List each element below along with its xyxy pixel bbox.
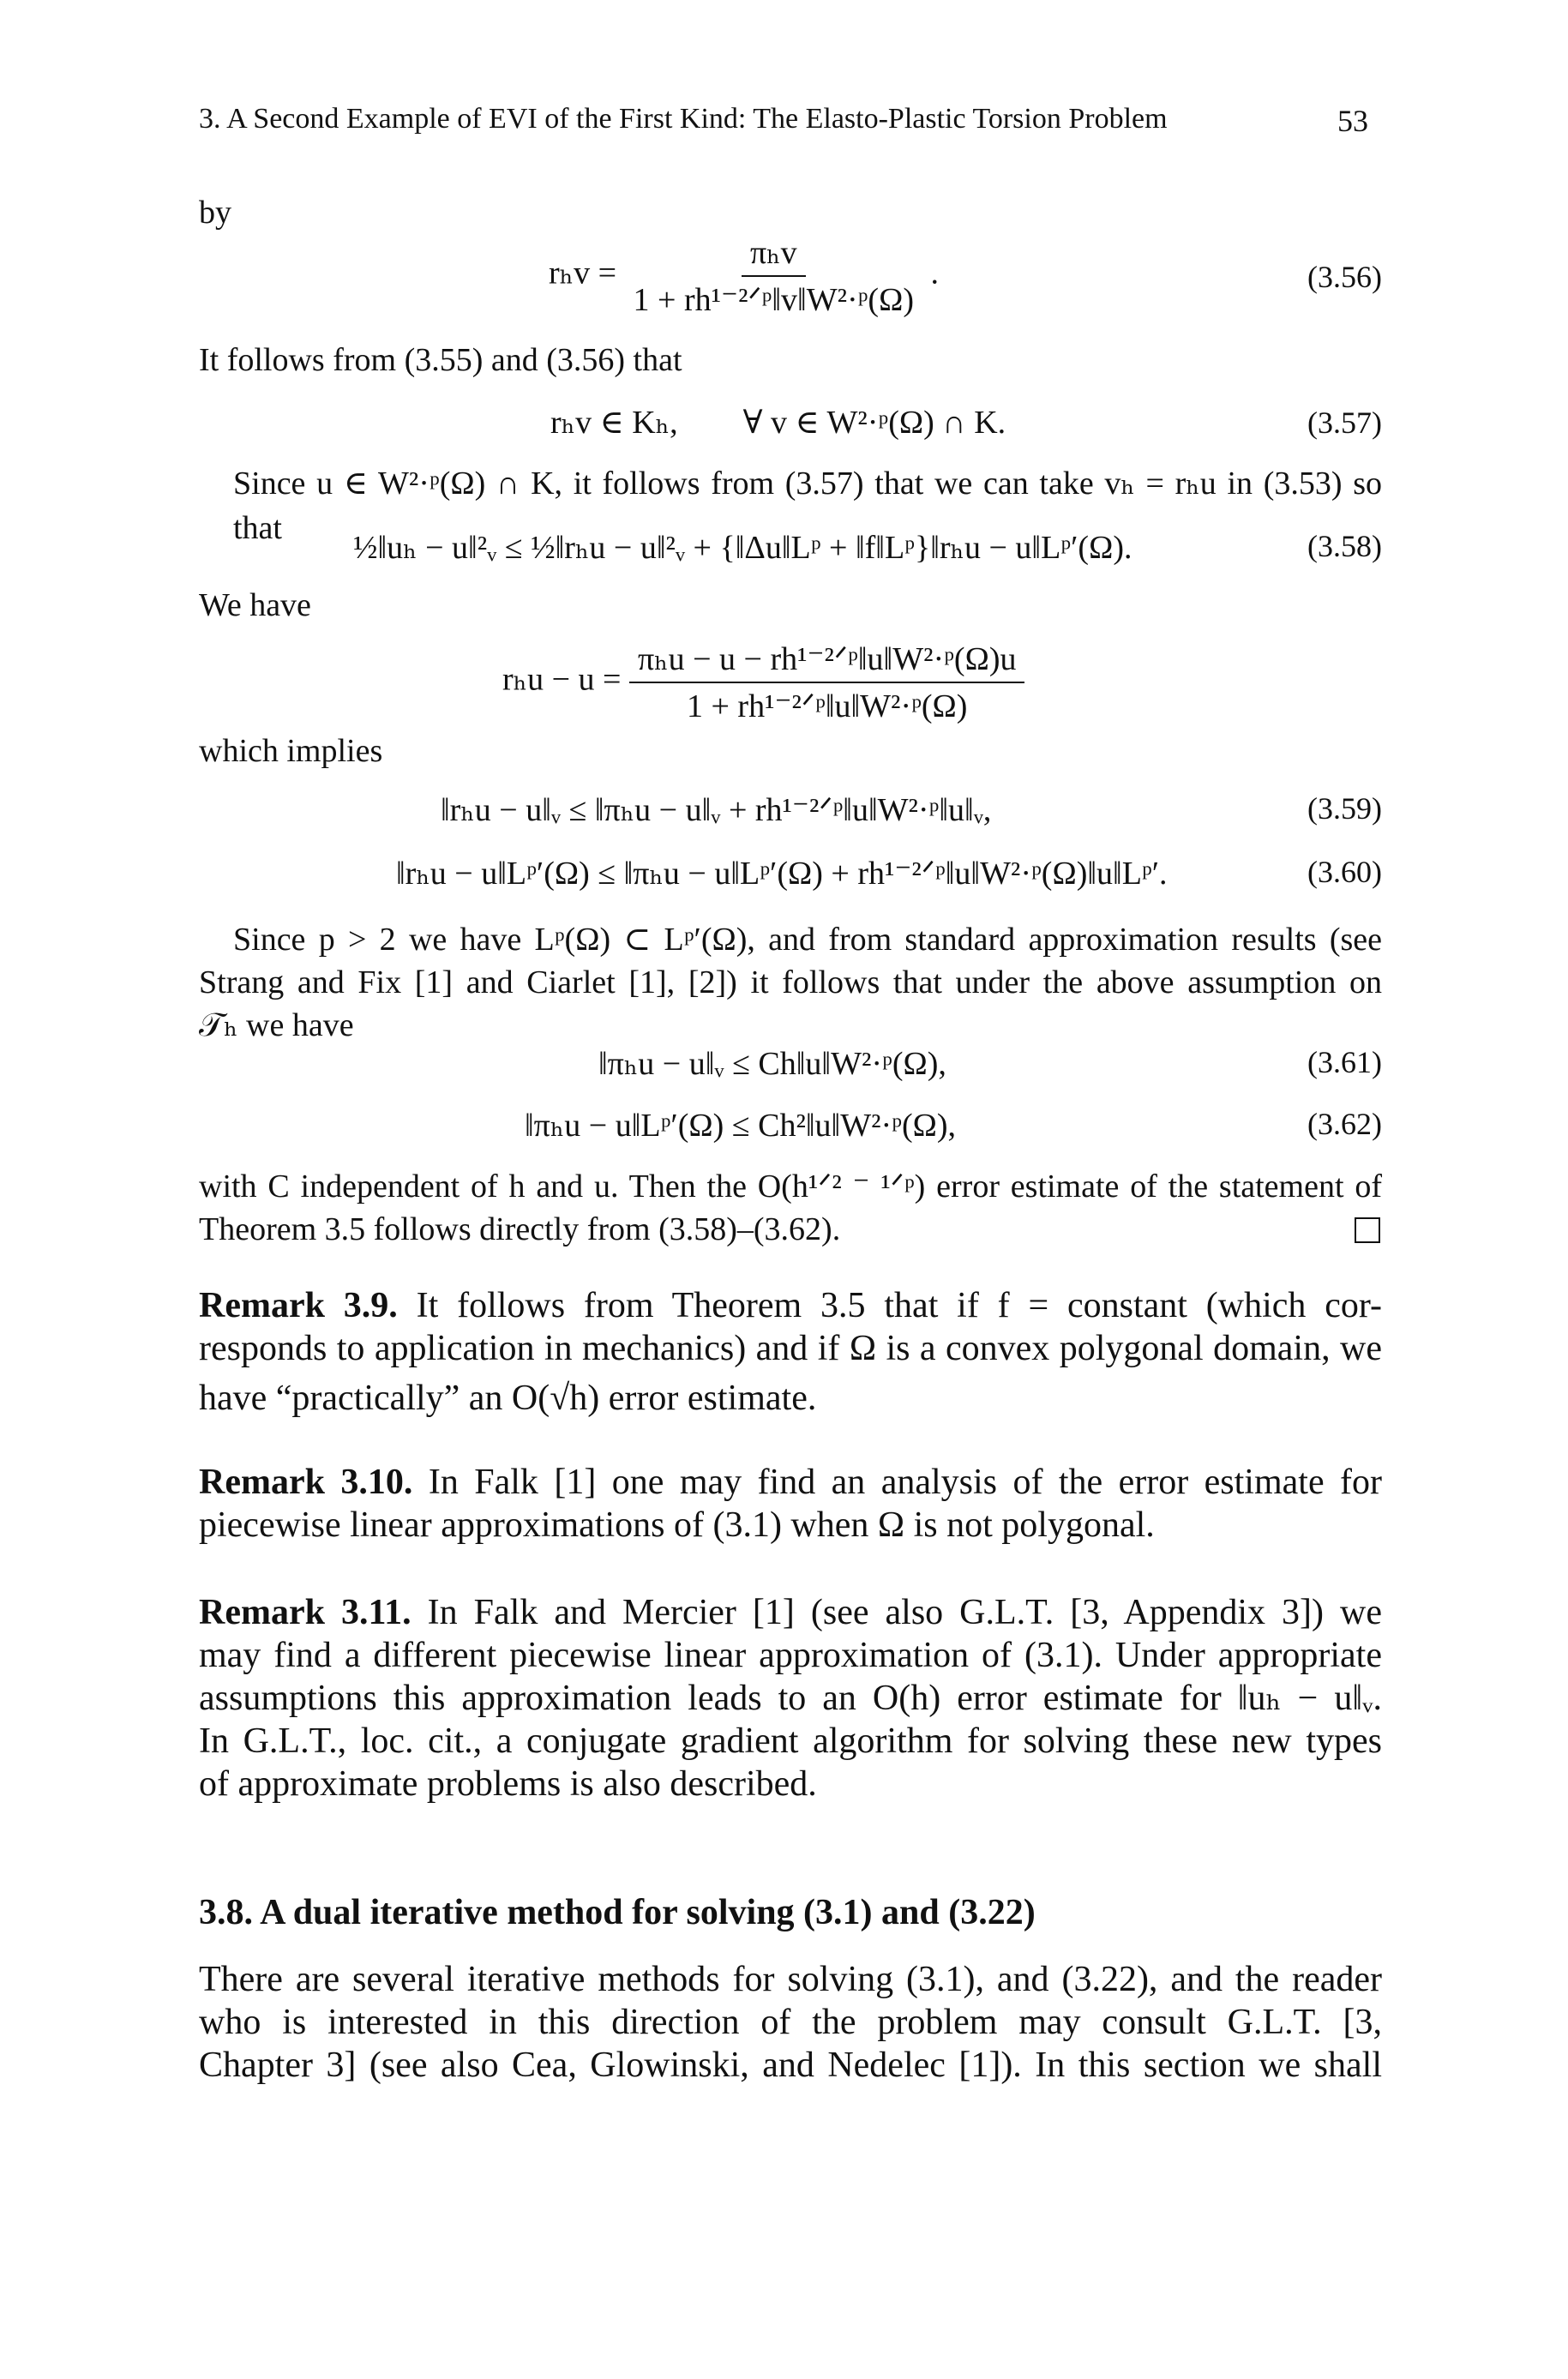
remark-3-9-text-1: It follows from Theorem 3.5 that if f = constant (which cor- — [416, 1286, 1383, 1325]
equation-3-60: ‖rₕu − u‖Lᵖ′(Ω) ≤ ‖πₕu − u‖Lᵖ′(Ω) + rh¹⁻²ᐟᵖ‖u‖W²·ᵖ(Ω)‖u‖Lᵖ′. — [396, 856, 1168, 892]
remark-3-10-text-1: In Falk [1] one may find an analysis of the error estimate for — [428, 1463, 1382, 1502]
eq-label-3-58: (3.58) — [1307, 529, 1382, 563]
remark-3-11-line-1 — [199, 1591, 1382, 1634]
para-p2-line-2: Strang and Fix [1] and Ciarlet [1], [2]) it follows that under the above assumption on — [199, 964, 1382, 1000]
eq-ru-denominator: 1 + rh¹⁻²ᐟᵖ‖u‖W²·ᵖ(Ω) — [687, 688, 968, 724]
text-since-line: Since u ∈ W²·ᵖ(Ω) ∩ K, it follows from (3.57) that we can take vₕ = rₕu in (3.53) so that — [233, 466, 1382, 546]
remark-3-10-line-2: piecewise linear approximations of (3.1) when Ω is not polygonal. — [199, 1505, 1155, 1545]
qed-box — [1355, 1217, 1380, 1247]
page-number: 53 — [1337, 104, 1368, 138]
para-p2-line-3: 𝒯ₕ we have — [199, 1007, 354, 1043]
remark-3-9-line-1 — [199, 1284, 1382, 1327]
remark-3-11-line-5: of approximate problems is also described. — [199, 1764, 817, 1804]
running-title: 3. A Second Example of EVI of the First Kind: The Elasto-Plastic Torsion Problem — [199, 103, 1168, 135]
section-line-3: Chapter 3] (see also Cea, Glowinski, and Nedelec [1]). In this section we shall — [199, 2046, 1382, 2085]
with-c-line-2: Theorem 3.5 follows directly from (3.58)–(3.62). — [199, 1211, 841, 1247]
section-heading: 3.8. A dual iterative method for solving (3.1) and (3.22) — [199, 1893, 1036, 1932]
equation-3-59: ‖rₕu − u‖ᵥ ≤ ‖πₕu − u‖ᵥ + rh¹⁻²ᐟᵖ‖u‖W²·ᵖ‖u‖ᵥ, — [441, 792, 992, 828]
text-by: by — [199, 195, 231, 231]
text-which-implies: which implies — [199, 733, 383, 769]
remark-3-11-title: Remark 3.11. — [199, 1593, 412, 1632]
remark-3-10-title: Remark 3.10. — [199, 1463, 413, 1502]
eq356-lhs: rₕv = — [549, 255, 617, 291]
eq-ru-lhs: rₕu − u = — [502, 661, 622, 698]
remark-3-9-title: Remark 3.9. — [199, 1286, 398, 1325]
remark-3-11-line-4: In G.L.T., loc. cit., a conjugate gradient algorithm for solving these new types — [199, 1721, 1382, 1761]
remark-3-11-line-3: assumptions this approximation leads to an O(h) error estimate for ‖uₕ − u‖ᵥ. — [199, 1679, 1382, 1718]
para-p2-line-1: Since p > 2 we have Lᵖ(Ω) ⊂ Lᵖ′(Ω), and from standard approximation results (see — [233, 922, 1382, 958]
eq-label-3-57: (3.57) — [1307, 406, 1382, 440]
equation-3-62: ‖πₕu − u‖Lᵖ′(Ω) ≤ Ch²‖u‖W²·ᵖ(Ω), — [525, 1108, 956, 1144]
text-follows-1: It follows from (3.55) and (3.56) that — [199, 342, 682, 378]
equation-ru — [502, 640, 1024, 725]
eq-ru-fraction — [629, 640, 1025, 725]
eq-ru-numerator: πₕu − u − rh¹⁻²ᐟᵖ‖u‖W²·ᵖ(Ω)u — [629, 640, 1025, 683]
equation-3-56 — [549, 233, 939, 319]
remark-3-10-line-1 — [199, 1461, 1382, 1504]
remark-3-11-text-1: In Falk and Mercier [1] (see also G.L.T. [3, Appendix 3]) we — [427, 1593, 1382, 1632]
section-line-1: There are several iterative methods for solving (3.1), and (3.22), and the reader — [199, 1960, 1382, 1999]
equation-3-58: ½‖uₕ − u‖²ᵥ ≤ ½‖rₕu − u‖²ᵥ + {‖Δu‖Lᵖ + ‖f‖Lᵖ}‖rₕu − u‖Lᵖ′(Ω). — [353, 530, 1132, 566]
eq-label-3-61: (3.61) — [1307, 1045, 1382, 1079]
eq-label-3-60: (3.60) — [1307, 855, 1382, 889]
section-line-2: who is interested in this direction of the problem may consult G.L.T. [3, — [199, 2003, 1382, 2042]
eq-label-3-59: (3.59) — [1307, 791, 1382, 826]
remark-3-11-line-2: may find a different piecewise linear approximation of (3.1). Under appropriate — [199, 1636, 1382, 1675]
text-we-have: We have — [199, 587, 311, 623]
eq356-denominator: 1 + rh¹⁻²ᐟᵖ‖v‖W²·ᵖ(Ω) — [633, 282, 914, 318]
equation-3-57: rₕv ∈ Kₕ, ∀ v ∈ W²·ᵖ(Ω) ∩ K. — [550, 405, 1006, 441]
eq-label-3-56: (3.56) — [1307, 260, 1382, 294]
remark-3-9-line-3: have “practically” an O(√h) error estimate. — [199, 1379, 817, 1418]
equation-3-61: ‖πₕu − u‖ᵥ ≤ Ch‖u‖W²·ᵖ(Ω), — [598, 1046, 946, 1082]
eq356-numerator: πₕv — [742, 233, 806, 277]
remark-3-9-line-2: responds to application in mechanics) and if Ω is a convex polygonal domain, we — [199, 1329, 1382, 1368]
eq356-fraction — [625, 233, 922, 319]
eq-label-3-62: (3.62) — [1307, 1107, 1382, 1141]
with-c-line-1: with C independent of h and u. Then the O(h¹ᐟ² ⁻ ¹ᐟᵖ) error estimate of the statement of — [199, 1168, 1382, 1205]
eq356-tail: . — [930, 255, 939, 291]
